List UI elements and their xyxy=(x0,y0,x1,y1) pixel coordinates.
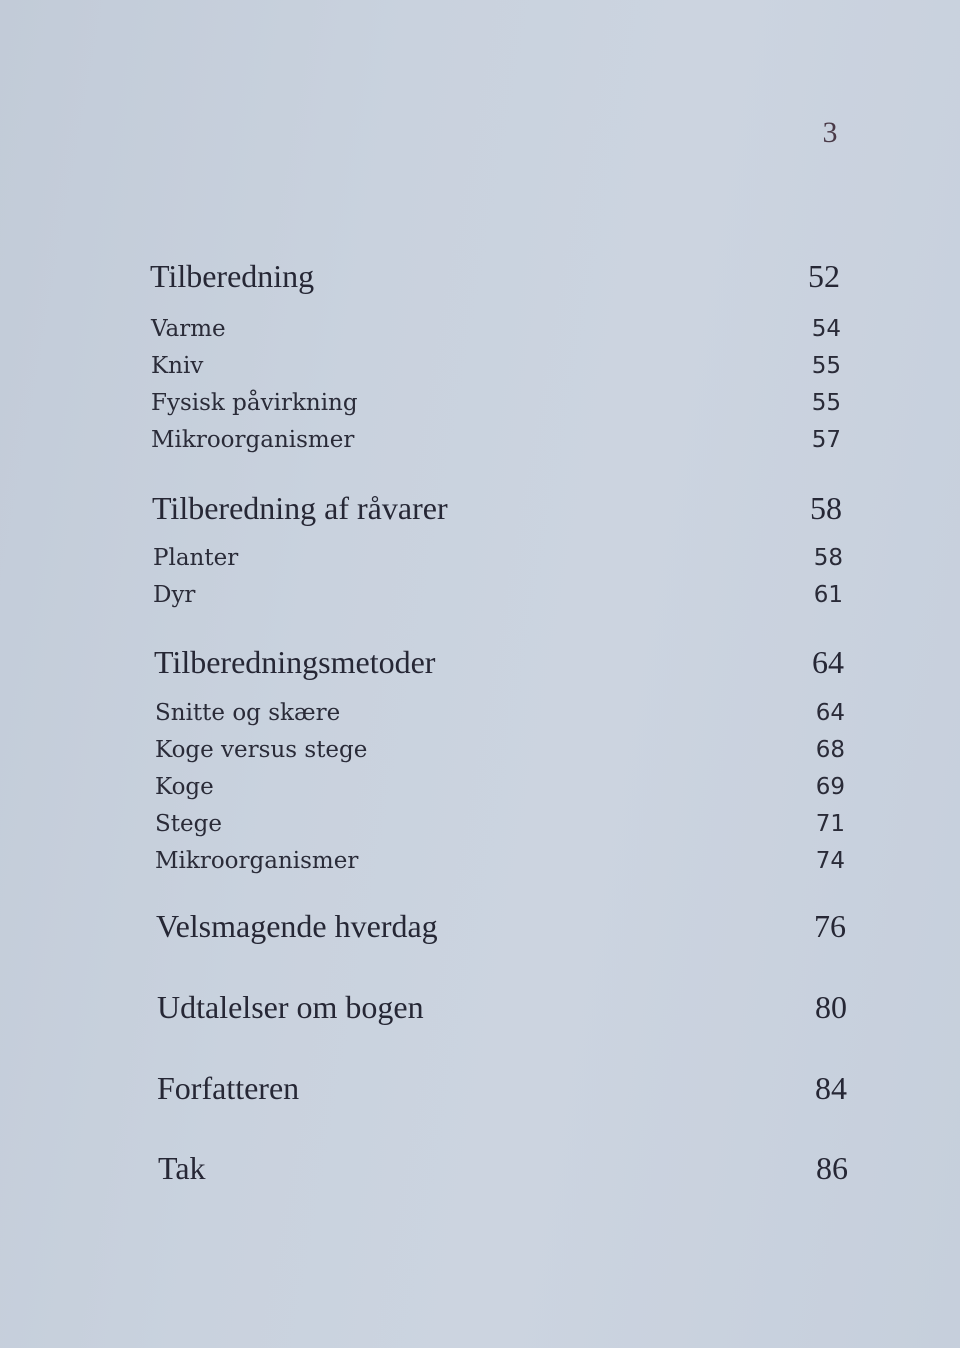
toc-item xyxy=(155,811,845,837)
toc-item-label: Fysisk påvirkning xyxy=(151,390,358,416)
toc-item-label: Koge versus stege xyxy=(155,737,368,763)
toc-heading xyxy=(152,490,842,527)
toc-heading-page: 58 xyxy=(810,490,842,526)
toc-heading-page: 84 xyxy=(815,1070,847,1106)
toc-heading-title: Tilberedningsmetoder xyxy=(154,644,436,680)
toc-item xyxy=(153,545,843,571)
toc-item-page: 71 xyxy=(815,811,845,837)
toc-item xyxy=(155,737,845,763)
toc-heading-page: 64 xyxy=(812,644,844,680)
toc-item-label: Snitte og skære xyxy=(155,700,341,726)
toc-item-page: 57 xyxy=(811,427,841,453)
toc-item-label: Stege xyxy=(155,811,222,837)
toc-item xyxy=(151,390,841,416)
toc-heading-page: 86 xyxy=(816,1150,848,1186)
toc-heading xyxy=(157,989,847,1026)
toc-item xyxy=(155,848,845,874)
toc-item-label: Planter xyxy=(153,545,239,571)
toc-item xyxy=(151,427,841,453)
toc-heading-title: Tilberedning af råvarer xyxy=(152,490,448,526)
toc-item-page: 61 xyxy=(813,582,843,608)
toc-item-label: Varme xyxy=(151,316,226,342)
toc-heading-title: Tilberedning xyxy=(150,258,315,294)
toc-item-page: 55 xyxy=(811,353,841,379)
toc-heading-title: Velsmagende hverdag xyxy=(156,908,438,944)
toc-heading xyxy=(157,1070,847,1107)
toc-item-label: Dyr xyxy=(153,582,196,608)
page-number: 3 xyxy=(822,116,838,149)
toc-item-page: 54 xyxy=(811,316,841,342)
toc-item-label: Koge xyxy=(155,774,214,800)
toc-heading-page: 76 xyxy=(814,908,846,944)
toc-heading-page: 80 xyxy=(815,989,847,1025)
toc-item-page: 74 xyxy=(815,848,845,874)
toc-heading-title: Forfatteren xyxy=(157,1070,300,1106)
toc-item xyxy=(151,316,841,342)
toc-heading-page: 52 xyxy=(808,258,840,294)
toc-item-label: Mikroorganismer xyxy=(155,848,359,874)
toc-item-page: 55 xyxy=(811,390,841,416)
toc-heading xyxy=(156,908,846,945)
toc-heading xyxy=(158,1150,848,1187)
toc-item xyxy=(153,582,843,608)
toc-item-page: 69 xyxy=(815,774,845,800)
toc-item-page: 64 xyxy=(815,700,845,726)
toc-heading-title: Udtalelser om bogen xyxy=(157,989,424,1025)
toc-item-page: 68 xyxy=(815,737,845,763)
toc-heading xyxy=(154,644,844,681)
toc-item xyxy=(155,700,845,726)
toc-heading-title: Tak xyxy=(158,1150,206,1186)
toc-item-page: 58 xyxy=(813,545,843,571)
toc-item xyxy=(155,774,845,800)
toc-heading xyxy=(150,258,840,295)
toc-item-label: Kniv xyxy=(151,353,204,379)
toc-item-label: Mikroorganismer xyxy=(151,427,355,453)
toc-item xyxy=(151,353,841,379)
